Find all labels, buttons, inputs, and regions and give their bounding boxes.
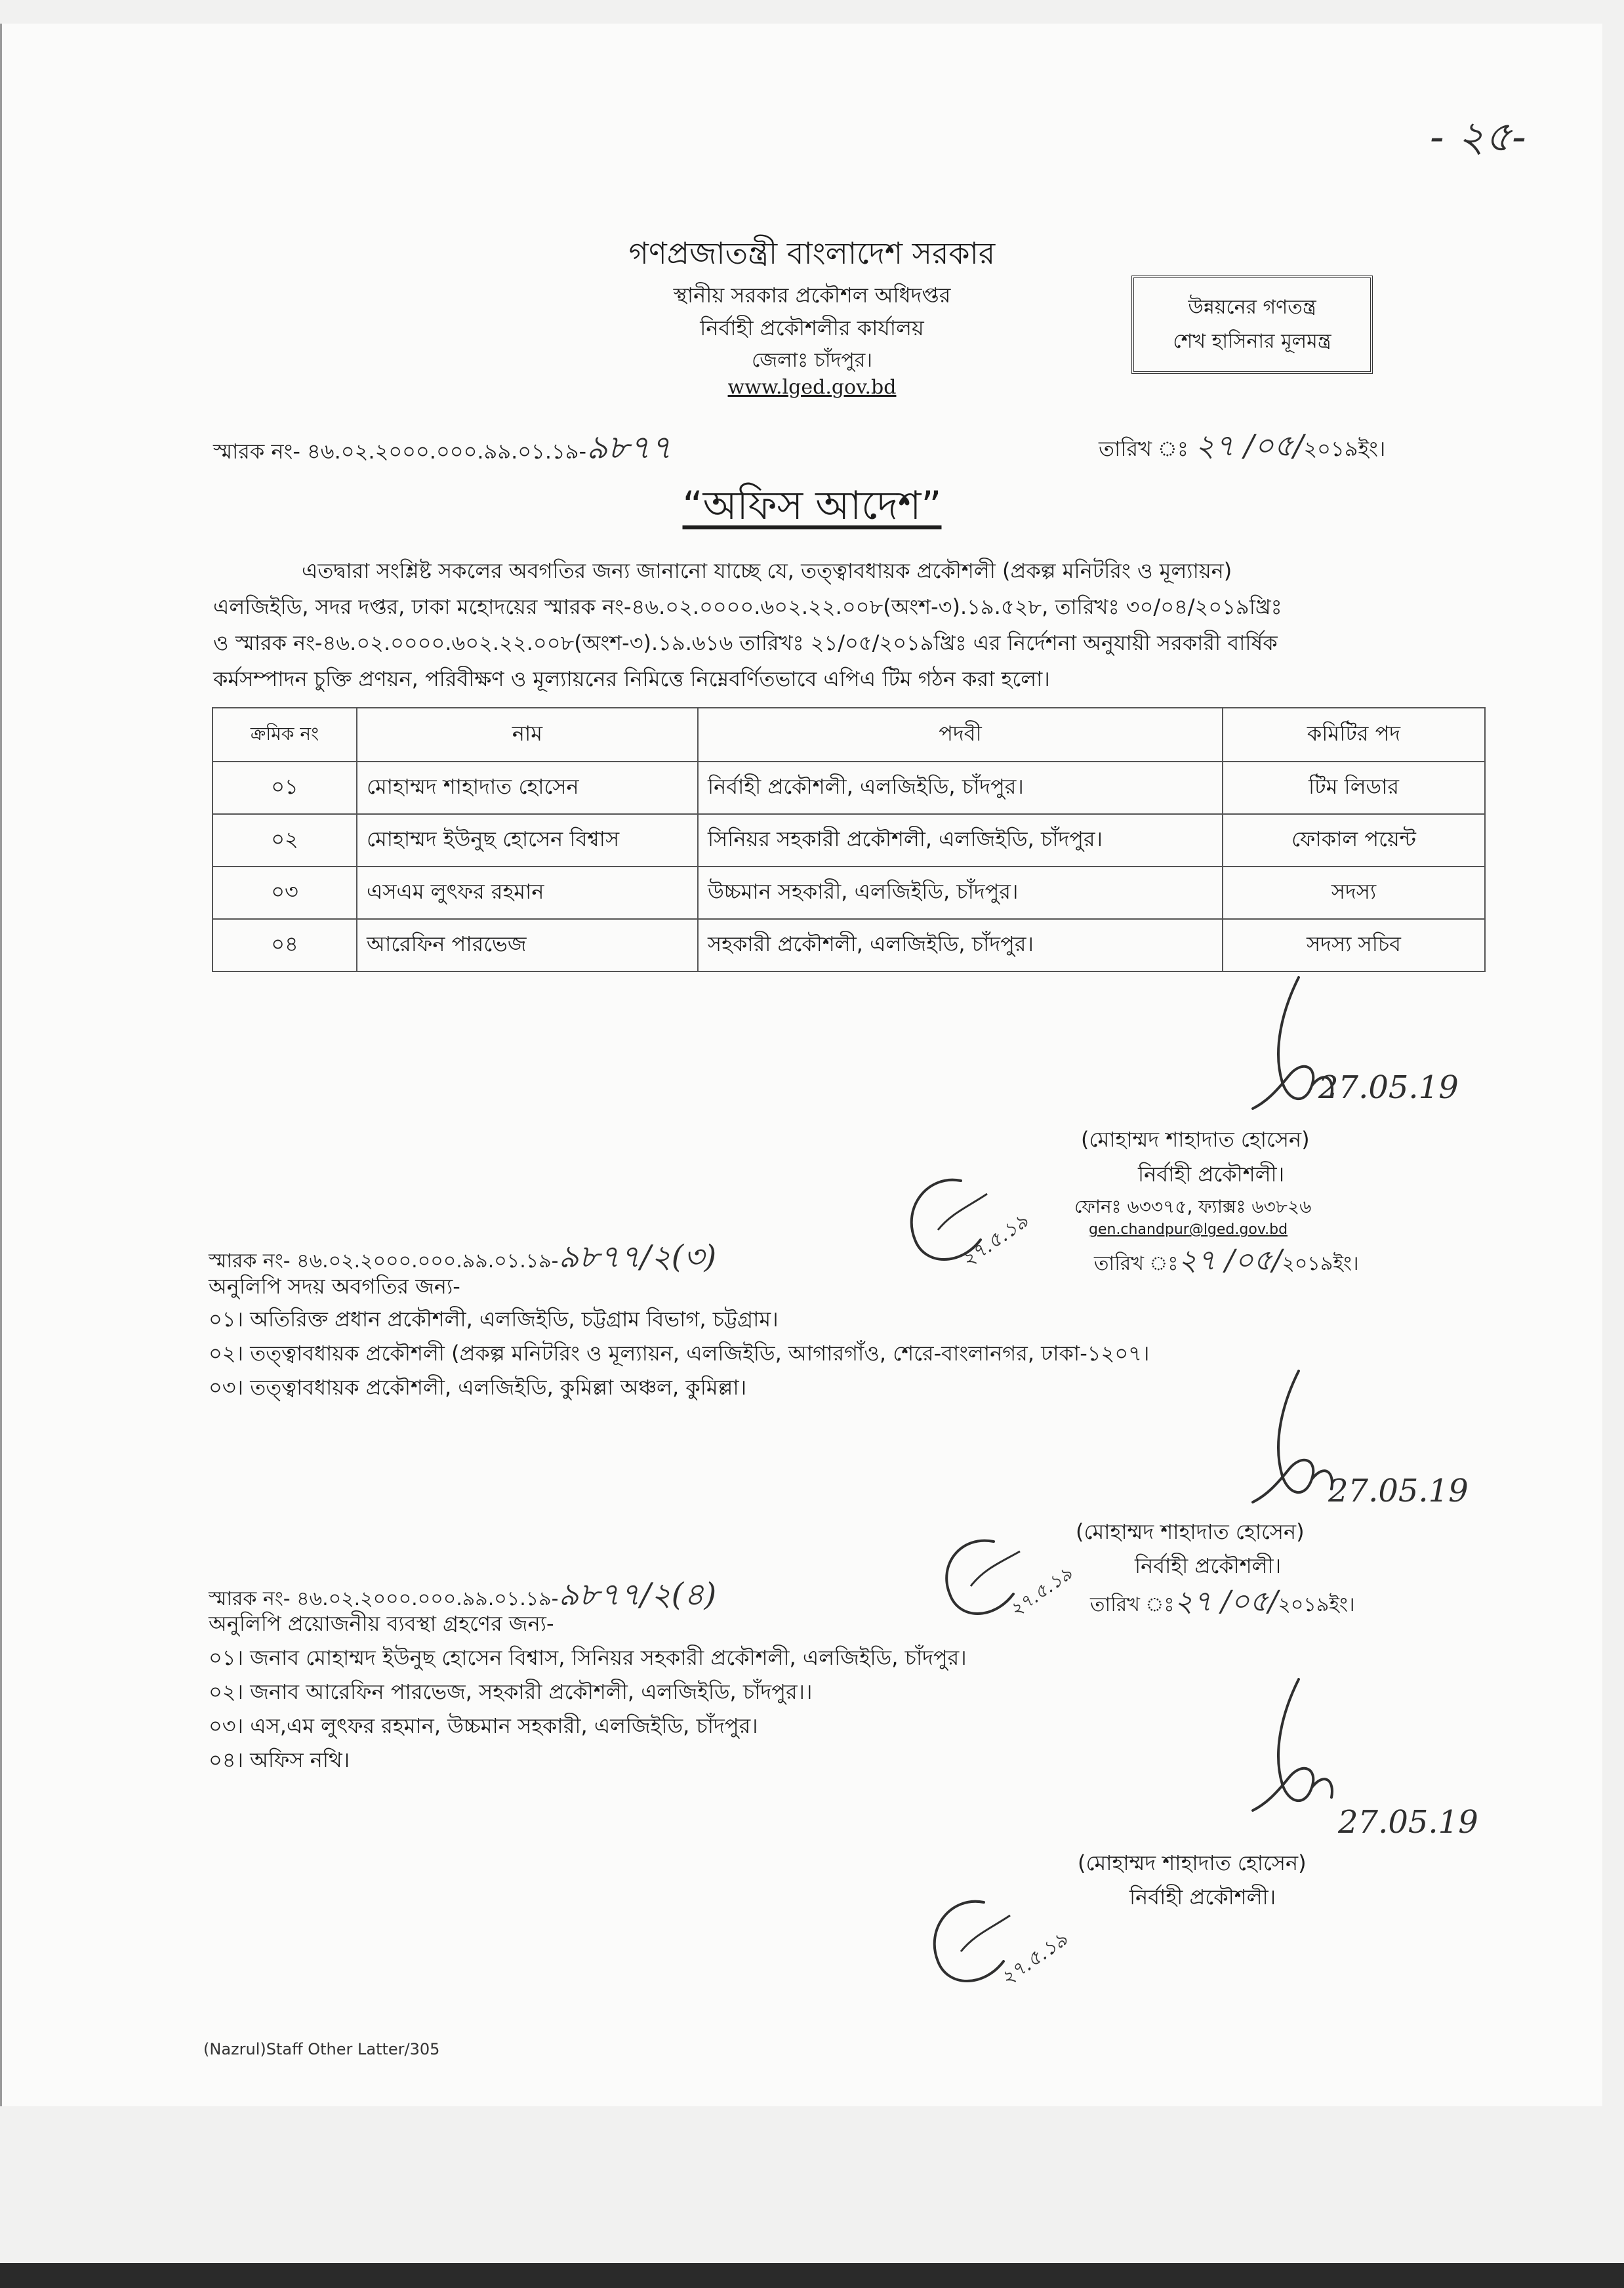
table-row	[213, 762, 1485, 814]
cell-serial: ০৩	[213, 867, 357, 919]
header-designation: পদবী	[698, 708, 1223, 762]
body-line-3: ও স্মারক নং-৪৬.০২.০০০০.৬০২.২২.০০৮(অংশ-৩).১৯.৬১৬ তারিখঃ ২১/০৫/২০১৯খ্রিঃ এর নির্দেশনা অনুযায়ী সরকারী বার্ষিক	[213, 630, 1278, 655]
initial-3-date: ২৭.৫.১৯	[996, 1927, 1072, 1991]
memo-date-suffix: ২০১৯ইং।	[1303, 436, 1386, 461]
header-serial: ক্রমিক নং	[213, 708, 357, 762]
signature-2-date: 27.05.19	[1328, 1473, 1469, 1509]
scan-edge	[0, 2263, 1624, 2288]
signatory-phone: ফোনঃ ৬৩৩৭৫, ফ্যাক্সঃ ৬৩৮২৬	[1074, 1196, 1312, 1217]
website-link[interactable]: www.lged.gov.bd	[727, 376, 897, 399]
slogan-line-2: শেখ হাসিনার মূলমন্ত্র	[1173, 330, 1331, 353]
copy2-date	[1090, 1580, 1355, 1627]
signature-3	[1220, 1673, 1377, 1824]
page-number: - ২৫-	[1430, 113, 1526, 161]
copy1-date-handwritten: ২৭ /০৫/	[1178, 1244, 1282, 1277]
body-line-2: এলজিইডি, সদর দপ্তর, ঢাকা মহোদয়ের স্মারক নং-৪৬.০২.০০০০.৬০২.২২.০০৮(অংশ-৩).১৯.৫২৮, তারিখঃ ৩০/০৪/২০১৯খ্রিঃ	[213, 594, 1282, 619]
memo-ref-handwritten: ৯৮৭৭	[586, 428, 672, 466]
cell-name: এসএম লুৎফর রহমান	[357, 867, 698, 919]
header-committee-role: কমিটির পদ	[1223, 708, 1485, 762]
cell-name: মোহাম্মদ ইউনুছ হোসেন বিশ্বাস	[357, 814, 698, 867]
copy2-date-prefix: তারিখ ঃ	[1090, 1593, 1175, 1616]
office-name: নির্বাহী প্রকৌশলীর কার্যালয়	[700, 316, 924, 340]
signatory-designation-3: নির্বাহী প্রকৌশলী।	[1129, 1885, 1276, 1910]
cell-serial: ০২	[213, 814, 357, 867]
signatory-email[interactable]: gen.chandpur@lged.gov.bd	[1089, 1221, 1288, 1238]
body-line-1: এতদ্বারা সংশ্লিষ্ট সকলের অবগতির জন্য জানানো যাচ্ছে যে, তত্ত্বাবধায়ক প্রকৌশলী (প্রকল্প মনিটরিং ও মূল্যায়ন)	[302, 558, 1232, 583]
slogan-line-1: উন্নয়নের গণতন্ত্র	[1188, 296, 1316, 319]
list-item: ০১। জনাব মোহাম্মদ ইউনুছ হোসেন বিশ্বাস, সিনিয়র সহকারী প্রকৌশলী, এলজিইডি, চাঁদপুর।	[209, 1645, 967, 1670]
memo-reference	[213, 423, 672, 478]
body-line-4: কর্মসম্পাদন চুক্তি প্রণয়ন, পরিবীক্ষণ ও মূল্যায়নের নিমিত্তে নিম্নেবর্ণিতভাবে এপিএ টিম গঠন করা হলো।	[213, 666, 1050, 691]
signatory-name-3: (মোহাম্মদ শাহাদাত হোসেন)	[1078, 1850, 1307, 1875]
cell-serial: ০১	[213, 762, 357, 814]
cell-committee-role: ফোকাল পয়েন্ট	[1223, 814, 1485, 867]
copy2-ref-handwritten: ৯৮৭৭/২(৪)	[558, 1576, 717, 1613]
table-row	[213, 919, 1485, 971]
memo-date-prefix: তারিখ ঃ	[1099, 436, 1188, 461]
list-item: ০৩। তত্ত্বাবধায়ক প্রকৌশলী, এলজিইডি, কুমিল্লা অঞ্চল, কুমিল্লা।	[209, 1375, 747, 1400]
signatory-designation-1: নির্বাহী প্রকৌশলী।	[1138, 1162, 1285, 1187]
copy2-date-handwritten: ২৭ /০৫/	[1174, 1585, 1278, 1618]
signatory-name-2: (মোহাম্মদ শাহাদাত হোসেন)	[1076, 1519, 1305, 1544]
order-title: “অফিস আদেশ”	[682, 483, 942, 529]
slogan-box	[1131, 276, 1373, 374]
footer-file-reference: (Nazrul)Staff Other Latter/305	[203, 2040, 440, 2058]
copy2-ref-prefix: স্মারক নং- ৪৬.০২.২০০০.০০০.৯৯.০১.১৯-	[209, 1587, 559, 1610]
list-item: ০২। তত্ত্বাবধায়ক প্রকৌশলী (প্রকল্প মনিটরিং ও মূল্যায়ন, এলজিইডি, আগারগাঁও, শেরে-বাংলানগর, ঢাকা-১২০৭।	[209, 1341, 1150, 1366]
copy2-intro: অনুলিপি প্রয়োজনীয় ব্যবস্থা গ্রহণের জন্য-	[209, 1611, 554, 1636]
cell-designation: সহকারী প্রকৌশলী, এলজিইডি, চাঁদপুর।	[698, 919, 1223, 971]
initial-2-date: ২৭.৫.১৯	[1005, 1562, 1076, 1622]
cell-committee-role: সদস্য	[1223, 867, 1485, 919]
apa-team-table	[212, 707, 1486, 972]
district-name: জেলাঃ চাঁদপুর।	[752, 349, 872, 372]
list-item: ০২। জনাব আরেফিন পারভেজ, সহকারী প্রকৌশলী, এলজিইডি, চাঁদপুর।।	[209, 1679, 813, 1704]
list-item: ০৪। অফিস নথি।	[209, 1747, 350, 1772]
cell-name: মোহাম্মদ শাহাদাত হোসেন	[357, 762, 698, 814]
table-header-row	[213, 708, 1485, 762]
copy1-ref-handwritten: ৯৮৭৭/২(৩)	[558, 1238, 717, 1275]
signature-1-date: 27.05.19	[1318, 1069, 1459, 1106]
signatory-name-1: (মোহাম্মদ শাহাদাত হোসেন)	[1081, 1127, 1310, 1152]
signature-3-date: 27.05.19	[1338, 1804, 1478, 1841]
memo-ref-prefix: স্মারক নং- ৪৬.০২.২০০০.০০০.৯৯.০১.১৯-	[213, 439, 587, 464]
table-row	[213, 867, 1485, 919]
copy1-date-prefix: তারিখ ঃ	[1094, 1252, 1179, 1275]
copy1-date-suffix: ২০১৯ইং।	[1282, 1252, 1359, 1275]
cell-designation: নির্বাহী প্রকৌশলী, এলজিইডি, চাঁদপুর।	[698, 762, 1223, 814]
cell-designation: উচ্চমান সহকারী, এলজিইডি, চাঁদপুর।	[698, 867, 1223, 919]
copy1-ref-prefix: স্মারক নং- ৪৬.০২.২০০০.০০০.৯৯.০১.১৯-	[209, 1250, 559, 1273]
department-name: স্থানীয় সরকার প্রকৌশল অধিদপ্তর	[673, 283, 951, 308]
cell-committee-role: সদস্য সচিব	[1223, 919, 1485, 971]
cell-designation: সিনিয়র সহকারী প্রকৌশলী, এলজিইডি, চাঁদপুর।	[698, 814, 1223, 867]
table-row	[213, 814, 1485, 867]
list-item: ০১। অতিরিক্ত প্রধান প্রকৌশলী, এলজিইডি, চট্টগ্রাম বিভাগ, চট্টগ্রাম।	[209, 1307, 779, 1332]
copy1-intro: অনুলিপি সদয় অবগতির জন্য-	[209, 1274, 460, 1299]
signatory-designation-2: নির্বাহী প্রকৌশলী।	[1135, 1553, 1282, 1578]
initial-1-date: ২৭.৫.১৯	[957, 1209, 1033, 1273]
header-name: নাম	[357, 708, 698, 762]
list-item: ০৩। এস,এম লুৎফর রহমান, উচ্চমান সহকারী, এলজিইডি, চাঁদপুর।	[209, 1713, 758, 1738]
government-title: গণপ্রজাতন্ত্রী বাংলাদেশ সরকার	[628, 235, 996, 271]
cell-serial: ০৪	[213, 919, 357, 971]
cell-committee-role: টিম লিডার	[1223, 762, 1485, 814]
copy2-date-suffix: ২০১৯ইং।	[1278, 1593, 1355, 1616]
memo-date	[1099, 423, 1385, 473]
copy1-date	[1094, 1238, 1359, 1286]
cell-name: আরেফিন পারভেজ	[357, 919, 698, 971]
memo-date-handwritten: ২৭ /০৫/	[1195, 428, 1304, 463]
